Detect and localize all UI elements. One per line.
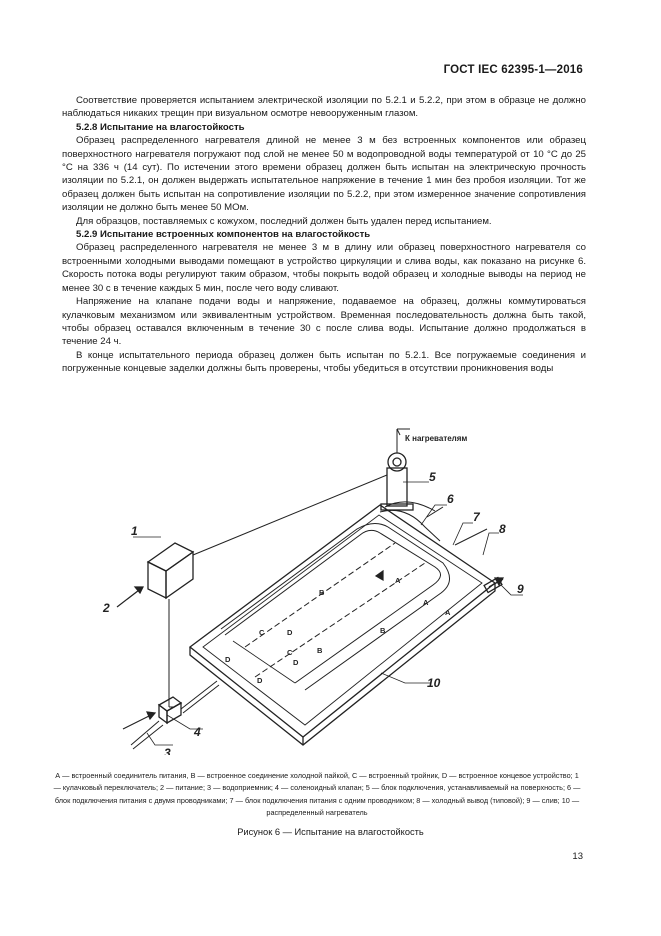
paragraph-circulation-setup: Образец распределенного нагревателя не менее 3 м в длину или образец поверхностного нагревателя со встроенными холодными выводами помещают в устройство циркуляции и слива воды, как показано на рисунке 6. Скорость потока воды регулируют таким образом, чтобы покрыть водой образец и холодные выводы на период не менее 30 с в течение каждых 5 мин, после чего воду сливают. — [62, 242, 586, 294]
letter-c-1: C — [259, 628, 265, 637]
letter-b-3: B — [317, 646, 323, 655]
label-to-heaters: К нагревателям — [405, 434, 468, 443]
label-6: 6 — [447, 492, 454, 506]
document-header: ГОСТ IEC 62395-1—2016 — [443, 64, 583, 76]
label-1: 1 — [131, 524, 138, 538]
paragraph-sheath: Для образцов, поставляемых с кожухом, последний должен быть удален перед испытанием. — [76, 215, 492, 227]
figure-legend: А — встроенный соединитель питания, В — встроенное соединение холодной пайкой, С — встроенный тройник, D — встроенное концевое устройство; 1 — кулачковый переключатель; 2 — питание; 3 — водоприемник; 4 — соленоидный клапан; 5 — блок подключения, устанавливаемый на поверхность; 6 — блок подключения питания с двумя проводниками; 7 — блок подключения питания с одним проводником; 8 — холодный вывод (типовой); 9 — слив; 10 — распределенный нагреватель — [53, 771, 581, 817]
page-number: 13 — [572, 851, 583, 862]
label-7: 7 — [473, 510, 480, 524]
label-5: 5 — [429, 470, 436, 484]
letter-d-2: D — [293, 658, 299, 667]
paragraph-immersion-test: Образец распределенного нагревателя длиной не менее 3 м без встроенных компонентов или образец поверхностного нагревателя погружают под слой не менее 50 м водопроводной воды температурой от 10 °С до 25 °С на 336 ч (14 сут). По истечении этого времени образец должен быть испытан на электрическую прочность изоляции по 5.2.1, он должен выдержать испытательное напряжение в течение 1 мин без пробоя изоляции. Тот же образец должен быть испытан на сопротивление изоляции по 5.2.2, при этом измеренное значение сопротивления изоляции не должно быть менее 50 МОм. — [62, 135, 586, 214]
paragraph-final-check: В конце испытательного периода образец должен быть испытан по 5.2.1. Все погружаемые соединения и погруженные концевые заделки должны быть проверены, чтобы убедиться в отсутствии проникновения воды — [62, 349, 586, 375]
letter-d-3: D — [225, 655, 231, 664]
solenoid-valve-4 — [159, 697, 181, 723]
letter-d-1: D — [287, 628, 293, 637]
section-heading-5-2-9: 5.2.9 Испытание встроенных компонентов на влагостойкость — [76, 229, 371, 241]
letter-c-2: C — [287, 648, 293, 657]
paragraph-compliance: Соответствие проверяется испытанием электрической изоляции по 5.2.1 и 5.2.2, при этом в образце не должно наблюдаться никаких трещин при визуальном осмотре невооруженным глазом. — [62, 95, 586, 120]
label-2: 2 — [103, 601, 110, 615]
letter-d-4: D — [257, 676, 263, 685]
cam-switch-box-1 — [148, 543, 193, 598]
figure-6-moisture-test — [95, 415, 575, 755]
label-10: 10 — [427, 676, 441, 690]
body-text — [62, 94, 586, 376]
label-3: 3 — [164, 746, 171, 755]
moisture-test-diagram — [95, 415, 575, 755]
letter-a-1: A — [395, 576, 401, 585]
surface-junction-box-5 — [381, 453, 413, 510]
label-4: 4 — [194, 725, 201, 739]
figure-title: Рисунок 6 — Испытание на влагостойкость — [237, 827, 424, 837]
letter-a-3: A — [445, 608, 451, 617]
label-9: 9 — [517, 582, 524, 596]
letter-a-2: A — [423, 598, 429, 607]
label-8: 8 — [499, 522, 506, 536]
paragraph-cam-switching: Напряжение на клапане подачи воды и напряжение, подаваемое на образец, должны коммутироваться кулачковым механизмом или эквивалентным устройством. Временная последовательность должна быть такой, чтобы образец оставался включенным в течение 30 с после слива воды. Испытание должно продолжаться в течение 24 ч. — [62, 296, 586, 348]
letter-b-1: B — [319, 588, 325, 597]
letter-b-2: B — [380, 626, 386, 635]
section-heading-5-2-8: 5.2.8 Испытание на влагостойкость — [76, 121, 245, 133]
